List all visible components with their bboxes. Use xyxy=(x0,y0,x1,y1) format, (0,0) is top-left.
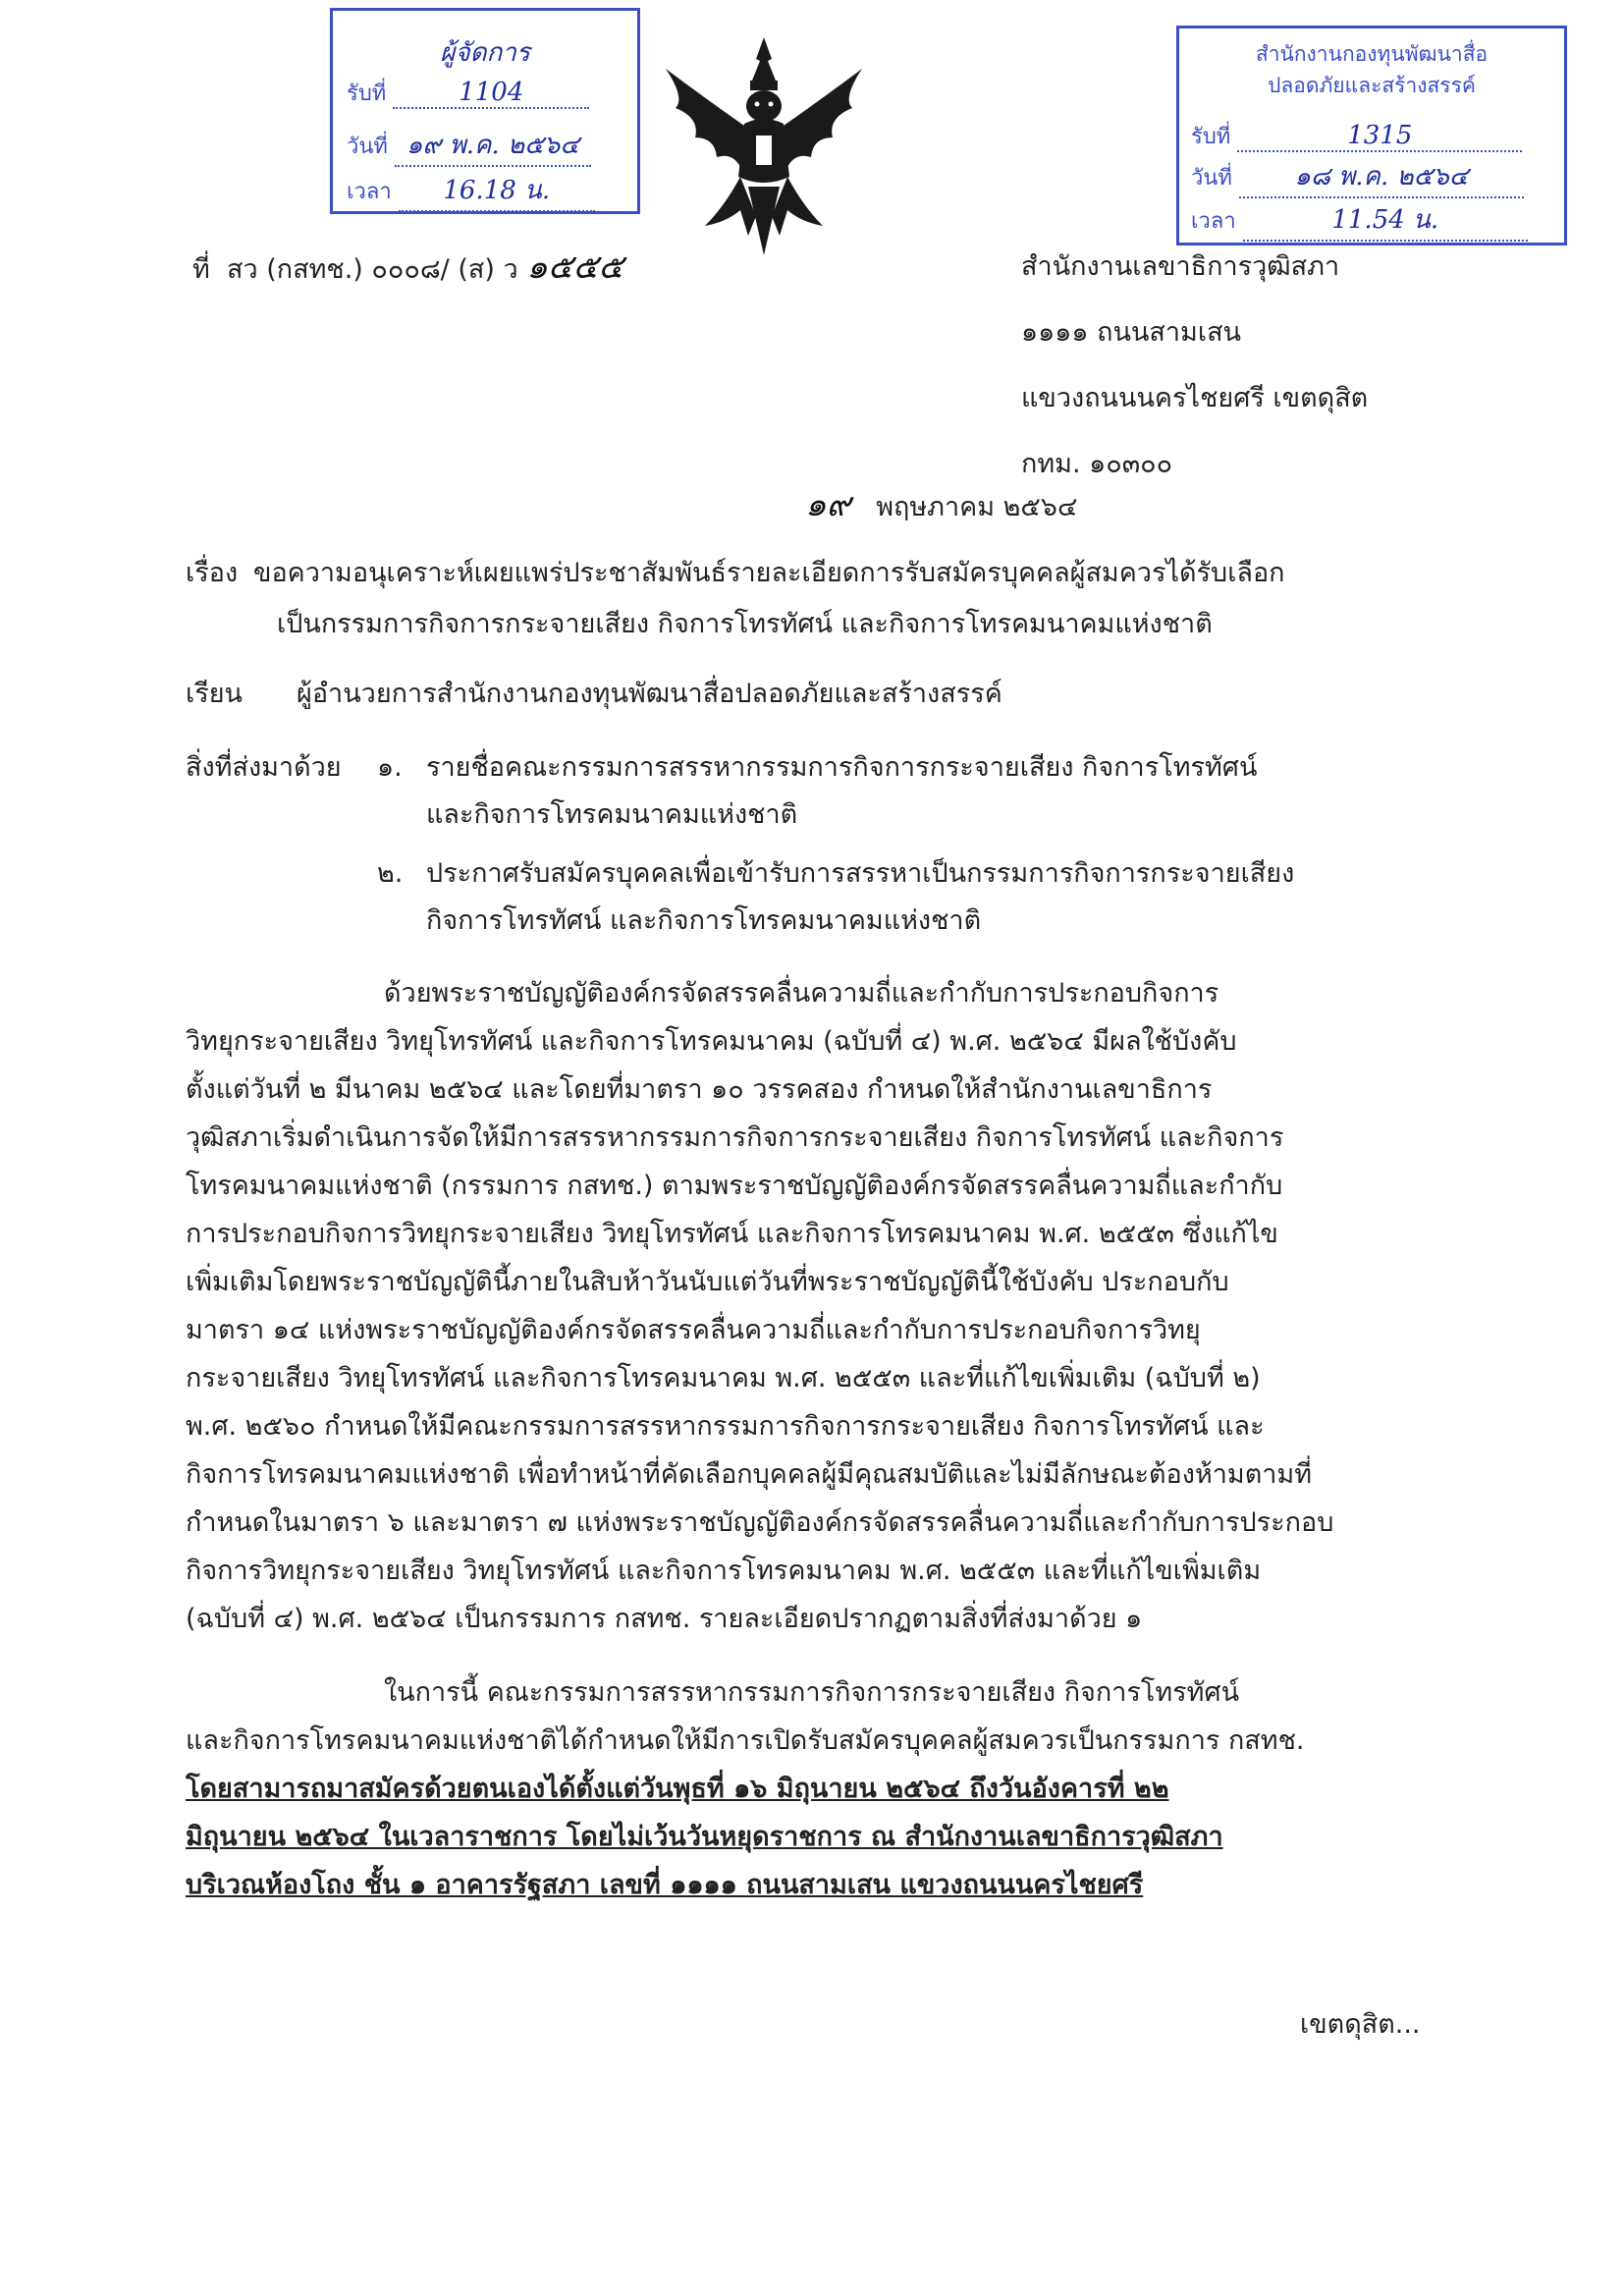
paragraph1-line: มาตรา ๑๔ แห่งพระราชบัญญัติองค์กรจัดสรรคลื่นความถี่และกำกับการประกอบกิจการวิทยุ xyxy=(186,1315,1201,1345)
enclosure-1-line2: และกิจการโทรคมนาคมแห่งชาติ xyxy=(426,799,798,830)
stamp-title-line1: สำนักงานกองทุนพัฒนาสื่อ xyxy=(1255,42,1489,66)
paragraph1-line: (ฉบับที่ ๔) พ.ศ. ๒๕๖๔ เป็นกรรมการ กสทช. รายละเอียดปรากฏตามสิ่งที่ส่งมาด้วย ๑ xyxy=(186,1604,1143,1634)
stamp-title-line2: ปลอดภัยและสร้างสรรค์ xyxy=(1268,74,1476,97)
stamp-time-value: 11.54 น. xyxy=(1243,199,1528,242)
paragraph1-line: เพิ่มเติมโดยพระราชบัญญัตินี้ภายในสิบห้าวันนับแต่วันที่พระราชบัญญัตินี้ใช้บังคับ ประกอบกับ xyxy=(186,1267,1229,1297)
paragraph2-line: ในการนี้ คณะกรรมการสรรหากรรมการกิจการกระจายเสียง กิจการโทรทัศน์ xyxy=(384,1677,1240,1708)
paragraph1-line: พ.ศ. ๒๕๖๐ กำหนดให้มีคณะกรรมการสรรหากรรมการกิจการกระจายเสียง กิจการโทรทัศน์ และ xyxy=(186,1411,1265,1442)
subject-line2: เป็นกรรมการกิจการกระจายเสียง กิจการโทรทัศน์ และกิจการโทรคมนาคมแห่งชาติ xyxy=(277,609,1213,639)
stamp-date-value: ๑๙ พ.ค. ๒๕๖๔ xyxy=(395,125,591,167)
received-stamp-manager xyxy=(330,8,640,214)
stamp-received-value: 1315 xyxy=(1237,121,1522,152)
subject-line1: ขอความอนุเคราะห์เผยแพร่ประชาสัมพันธ์รายละเอียดการรับสมัครบุคคลผู้สมควรได้รับเลือก xyxy=(253,558,1285,588)
paragraph1-line: ตั้งแต่วันที่ ๒ มีนาคม ๒๕๖๔ และโดยที่มาตรา ๑๐ วรรคสอง กำหนดให้สำนักงานเลขาธิการ xyxy=(186,1074,1213,1105)
paragraph2-emphasis-line: บริเวณห้องโถง ชั้น ๑ อาคารรัฐสภา เลขที่ ๑๑๑๑ ถนนสามเสน แขวงถนนนครไชยศรี xyxy=(186,1870,1144,1900)
stamp-title: ผู้จัดการ xyxy=(440,38,530,68)
stamp-received-value: 1104 xyxy=(393,78,589,109)
stamp-time-label: เวลา xyxy=(347,180,392,204)
garuda-emblem xyxy=(646,29,882,265)
date-day: ๑๙ xyxy=(805,485,851,524)
paragraph2-line: และกิจการโทรคมนาคมแห่งชาติได้กำหนดให้มีการเปิดรับสมัครบุคคลผู้สมควรเป็นกรรมการ กสทช. xyxy=(186,1725,1305,1756)
reference-code: สว (กสทช.) ๐๐๐๘/ (ส) ว xyxy=(226,254,518,285)
reference-handwritten-number: ๑๕๕๕ xyxy=(526,247,624,287)
stamp-received-label: รับที่ xyxy=(1191,125,1231,149)
stamp-received-label: รับที่ xyxy=(347,82,387,106)
enclosure-2-line2: กิจการโทรทัศน์ และกิจการโทรคมนาคมแห่งชาติ xyxy=(426,905,982,936)
paragraph1-line: กระจายเสียง วิทยุโทรทัศน์ และกิจการโทรคมนาคม พ.ศ. ๒๕๕๓ และที่แก้ไขเพิ่มเติม (ฉบับที่ ๒) xyxy=(186,1363,1261,1394)
paragraph1-line: โทรคมนาคมแห่งชาติ (กรรมการ กสทช.) ตามพระราชบัญญัติองค์กรจัดสรรคลื่นความถี่และกำกับ xyxy=(186,1171,1283,1201)
reference-number xyxy=(192,244,623,294)
reference-label: ที่ xyxy=(192,254,210,285)
paragraph1-line: การประกอบกิจการวิทยุกระจายเสียง วิทยุโทรทัศน์ และกิจการโทรคมนาคม พ.ศ. ๒๕๕๓ ซึ่งแก้ไข xyxy=(186,1219,1278,1249)
sender-line4: กทม. ๑๐๓๐๐ xyxy=(1021,449,1173,479)
stamp-time-value: 16.18 น. xyxy=(399,170,595,212)
paragraph1-line: วิทยุกระจายเสียง วิทยุโทรทัศน์ และกิจการโทรคมนาคม (ฉบับที่ ๔) พ.ศ. ๒๕๖๔ มีผลใช้บังคับ xyxy=(186,1026,1237,1057)
date-month-year: พฤษภาคม ๒๕๖๔ xyxy=(876,492,1078,522)
enclosures-label: สิ่งที่ส่งมาด้วย xyxy=(186,752,342,783)
stamp-date-label: วันที่ xyxy=(347,135,388,159)
enclosure-1-line1: รายชื่อคณะกรรมการสรรหากรรมการกิจการกระจายเสียง กิจการโทรทัศน์ xyxy=(426,752,1258,783)
stamp-date-value: ๑๘ พ.ค. ๒๕๖๔ xyxy=(1239,156,1524,198)
sender-line2: ๑๑๑๑ ถนนสามเสน xyxy=(1021,317,1242,348)
page-continuation: เขตดุสิต... xyxy=(1300,2009,1421,2040)
addressee-text: ผู้อำนวยการสำนักงานกองทุนพัฒนาสื่อปลอดภัยและสร้างสรรค์ xyxy=(297,679,1002,709)
paragraph1-line: กิจการโทรคมนาคมแห่งชาติ เพื่อทำหน้าที่คัดเลือกบุคคลผู้มีคุณสมบัติและไม่มีลักษณะต้องห้ามตามที่ xyxy=(186,1459,1312,1490)
stamp-time-label: เวลา xyxy=(1191,209,1236,234)
sender-line1: สำนักงานเลขาธิการวุฒิสภา xyxy=(1021,251,1340,282)
paragraph2-emphasis-line: มิถุนายน ๒๕๖๔ ในเวลาราชการ โดยไม่เว้นวันหยุดราชการ ณ สำนักงานเลขาธิการวุฒิสภา xyxy=(186,1822,1223,1852)
paragraph2-emphasis-line: โดยสามารถมาสมัครด้วยตนเองได้ตั้งแต่วันพุธที่ ๑๖ มิถุนายน ๒๕๖๔ ถึงวันอังคารที่ ๒๒ xyxy=(186,1774,1169,1804)
sender-address xyxy=(1021,244,1368,488)
paragraph1-line: ด้วยพระราชบัญญัติองค์กรจัดสรรคลื่นความถี่และกำกับการประกอบกิจการ xyxy=(384,978,1219,1009)
paragraph1-line: กำหนดในมาตรา ๖ และมาตรา ๗ แห่งพระราชบัญญัติองค์กรจัดสรรคลื่นความถี่และกำกับการประกอบ xyxy=(186,1507,1334,1538)
subject-label: เรื่อง xyxy=(186,558,239,588)
enclosure-2-line1: ประกาศรับสมัครบุคคลเพื่อเข้ารับการสรรหาเป็นกรรมการกิจการกระจายเสียง xyxy=(426,858,1295,889)
enclosure-2-number: ๒. xyxy=(377,858,404,889)
letter-date xyxy=(805,481,1077,531)
paragraph1-line: วุฒิสภาเริ่มดำเนินการจัดให้มีการสรรหากรรมการกิจการกระจายเสียง กิจการโทรทัศน์ และกิจการ xyxy=(186,1122,1284,1153)
paragraph1-line: กิจการวิทยุกระจายเสียง วิทยุโทรทัศน์ และกิจการโทรคมนาคม พ.ศ. ๒๕๕๓ และที่แก้ไขเพิ่มเติม xyxy=(186,1556,1262,1586)
received-stamp-fund-office xyxy=(1176,26,1567,246)
enclosure-1-number: ๑. xyxy=(377,752,403,783)
sender-line3: แขวงถนนนครไชยศรี เขตดุสิต xyxy=(1021,383,1369,413)
addressee-label: เรียน xyxy=(186,679,244,709)
stamp-date-label: วันที่ xyxy=(1191,166,1232,191)
